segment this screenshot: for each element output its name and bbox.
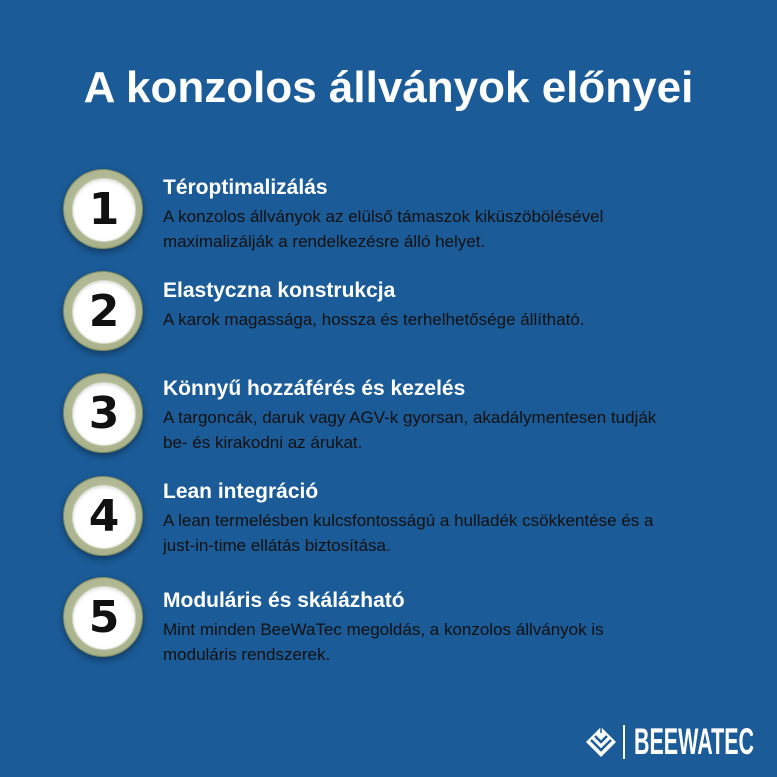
brand-logo	[582, 722, 762, 762]
page-title: A konzolos állványok előnyei	[83, 63, 694, 112]
description-line: A targoncák, daruk vagy AGV-k gyorsan, akadálymentesen tudják	[163, 408, 657, 427]
number-badge-inner	[72, 178, 136, 242]
description-line: maximalizálják a rendelkezésre álló helyet.	[163, 232, 486, 251]
description-line: moduláris rendszerek.	[163, 645, 331, 664]
number-badge-1	[63, 169, 143, 249]
list-item-2	[163, 278, 763, 332]
item-number: 4	[88, 491, 120, 542]
item-number: 5	[88, 592, 120, 643]
item-description	[163, 204, 763, 254]
brand-wordmark: BEEWATEC	[634, 721, 755, 762]
description-line: A konzolos állványok az elülső támaszok kiküszöbölésével	[163, 207, 604, 226]
number-badge-inner	[72, 586, 136, 650]
description-line: A lean termelésben kulcsfontosságú a hulladék csökkentése és a	[163, 511, 654, 530]
item-number: 1	[88, 184, 120, 235]
item-description	[163, 508, 763, 558]
number-badge-inner	[72, 485, 136, 549]
item-heading: Könnyű hozzáférés és kezelés	[163, 377, 466, 400]
item-number: 2	[88, 286, 120, 337]
description-line: Mint minden BeeWaTec megoldás, a konzolos állványok is	[163, 620, 604, 639]
item-description	[163, 307, 763, 332]
list-item-1	[163, 175, 763, 254]
item-heading: Lean integráció	[163, 480, 319, 503]
item-description	[163, 405, 763, 455]
number-badge-3	[63, 373, 143, 453]
list-item-3	[163, 376, 763, 455]
number-badge-4	[63, 476, 143, 556]
number-badge-inner	[72, 280, 136, 344]
description-line: be- és kirakodni az árukat.	[163, 433, 363, 452]
list-item-4	[163, 479, 763, 558]
item-heading: Elastyczna konstrukcja	[163, 279, 396, 302]
beewatec-diamond-icon	[584, 725, 618, 759]
item-number: 3	[88, 388, 120, 439]
item-description	[163, 617, 763, 667]
number-badge-inner	[72, 382, 136, 446]
list-item-5	[163, 588, 763, 667]
number-badge-2	[63, 271, 143, 351]
number-badge-5	[63, 577, 143, 657]
description-line: just-in-time ellátás biztosítása.	[163, 536, 391, 555]
description-line: A karok magassága, hossza és terhelhetősége állítható.	[163, 310, 585, 329]
logo-divider	[623, 725, 625, 759]
item-heading: Moduláris és skálázható	[163, 589, 405, 612]
item-heading: Téroptimalizálás	[163, 176, 328, 199]
